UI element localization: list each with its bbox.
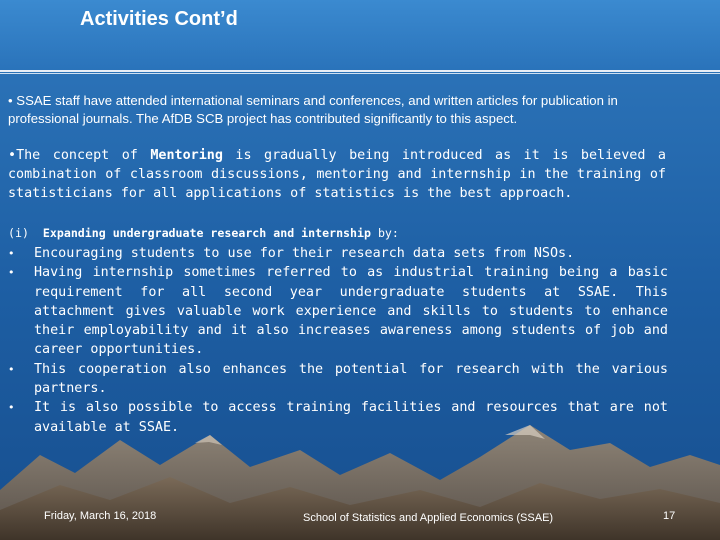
bullet-icon: • [8, 401, 15, 415]
list-item-text: Having internship sometimes referred to as industrial training being a basic requirement for all second year undergraduate students at SSAE. This attachment gives valuable work experience and skills to students to enhance their employability and it also increases awareness among students of job and career opportunities. [34, 265, 668, 358]
slide-title: Activities Cont’d [80, 8, 238, 30]
subheading-bold-text: Expanding undergraduate research and internship [42, 226, 371, 240]
list-item [8, 263, 668, 359]
paragraph-mentoring-text-start: The concept of [16, 148, 151, 163]
list-item-text: It is also possible to access training facilities and resources that are not available at SSAE. [34, 400, 668, 435]
footer-date: Friday, March 16, 2018 [44, 510, 157, 522]
footer-page-number: 17 [663, 510, 676, 522]
bullet-marker: • [8, 93, 17, 108]
subheading-number: (i) [8, 226, 43, 240]
list-item [8, 244, 668, 263]
bullet-icon: • [8, 266, 15, 280]
mentoring-keyword: Mentoring [150, 148, 223, 163]
paragraph-mentoring-text-end: is gradually being introduced as it is believed a combination of classroom discussions, mentoring and internship in the training of statisticians for all applications of statistics is the best approach. [8, 148, 666, 201]
bullet-marker: • [8, 148, 17, 163]
paragraph-staff-seminars-text: SSAE staff have attended international seminars and conferences, and written articles for publication in professional journals. The AfDB SCB project has contributed significantly to this aspect. [8, 93, 618, 126]
footer-organization: School of Statistics and Applied Economics (SSAE) [303, 512, 554, 524]
subheading-suffix: by: [370, 226, 399, 240]
list-item [8, 360, 668, 399]
list-item-text: Encouraging students to use for their research data sets from NSOs. [34, 246, 575, 261]
list-item-text: This cooperation also enhances the potential for research with the various partners. [34, 361, 668, 397]
bullet-icon: • [8, 362, 15, 376]
slide-header [0, 0, 720, 72]
paragraph-mentoring [8, 146, 666, 203]
bullet-icon: • [8, 247, 15, 260]
paragraph-staff-seminars [8, 92, 668, 128]
header-divider [0, 73, 720, 74]
subheading-expanding-research [8, 225, 668, 241]
